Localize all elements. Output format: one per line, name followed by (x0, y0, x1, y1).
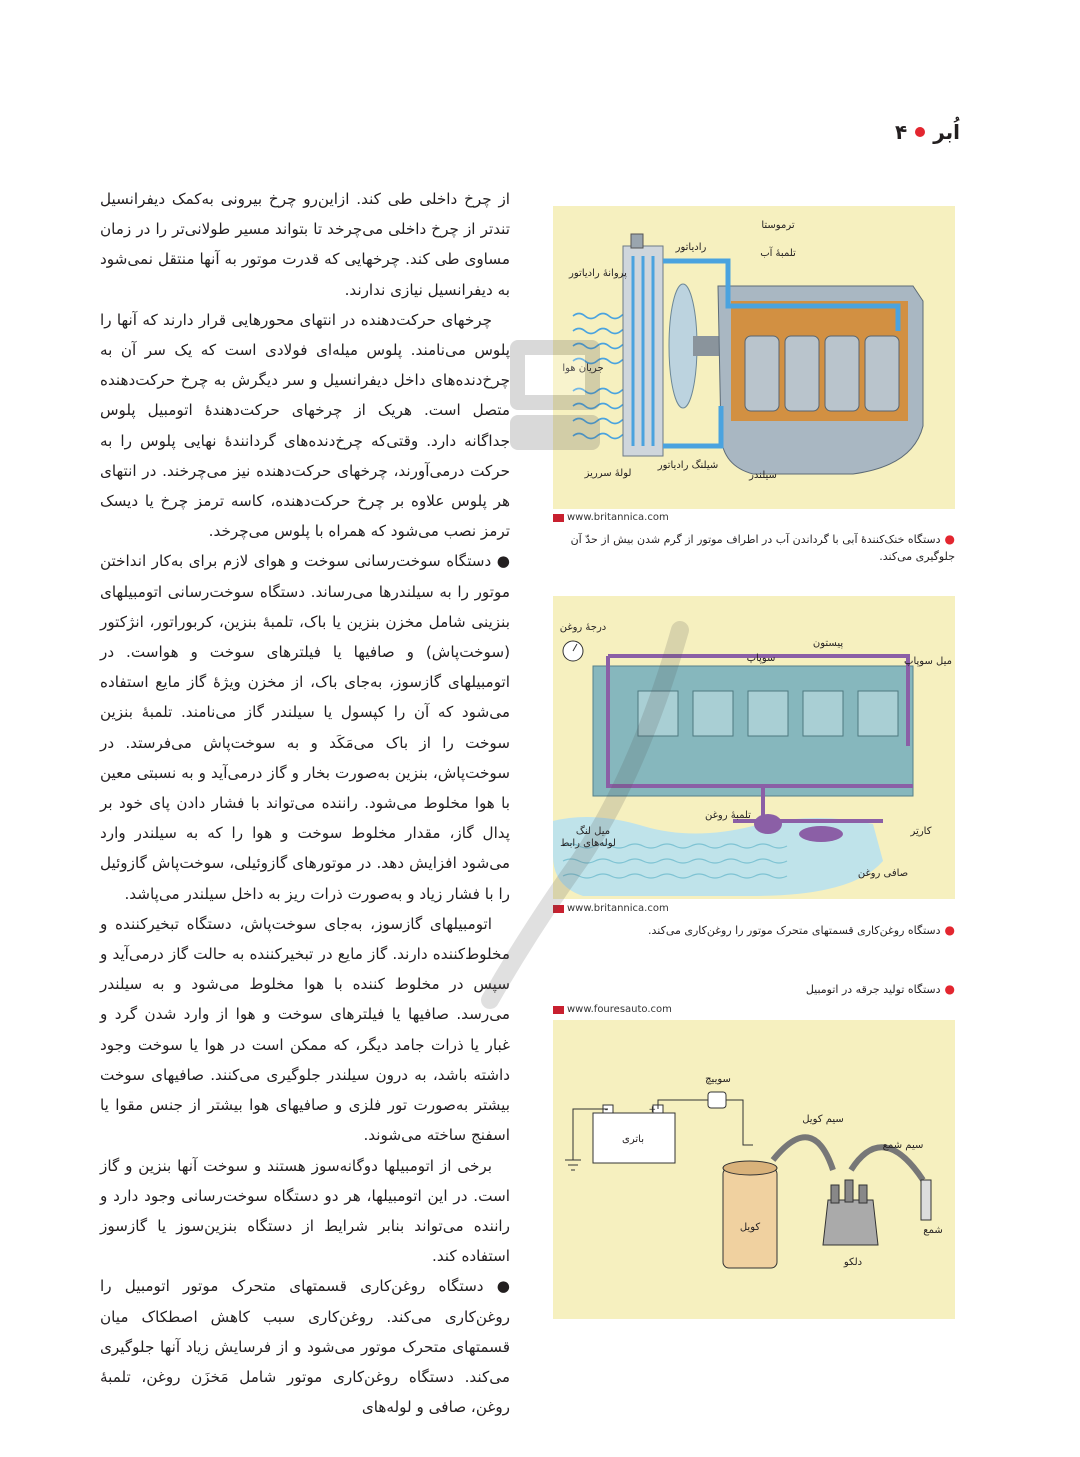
paragraph: ● دستگاه سوخت‌رسانی سوخت و هوای لازم برای به‌کار انداختن موتور را به سیلندرها می‌رساند. دستگاه سوخت‌رسانی اتومبیلهای بنزینی شامل مخزن بنزین یا باک، تلمبهٔ بنزین، کربوراتور، انژکتور (سوخت‌پاش) و صافیها یا فیلترهای سوخت و هواست. در اتومبیلهای گازسوز، به‌جای باک، از مخزن ویژهٔ گاز مایع استفاده می‌شود که آن را کپسول یا سیلندر گاز می‌نامند. تلمبهٔ بنزین سوخت را از باک می‌مَکَد و به سوخت‌پاش می‌فرستد. در سوخت‌پاش، بنزین به‌صورت بخار و گاز درمی‌آید و به نسبتی معین با هوا مخلوط می‌شود. راننده می‌تواند با فشار دادن پای خود بر پدال گاز، مقدار مخلوط سوخت و هوا را که به سیلندر وارد می‌شود افزایش دهد. در موتورهای گازوئیلی، سوخت‌پاش گازوئیل را با فشار زیاد و به‌صورت ذرات ریز به داخل سیلندر می‌پاشد. (100, 552, 510, 903)
connecting-pipes-label: لوله‌های رابط (560, 838, 616, 849)
camshaft-label: میل سوپاپ (904, 656, 952, 667)
page-title: اُبر (933, 120, 960, 144)
oil-pump-label: تلمبهٔ روغن (705, 810, 751, 821)
paragraph: اتومبیلهای گازسوز، به‌جای سوخت‌پاش، دستگاه تبخیرکننده و مخلوط‌کننده دارند. گاز مایع در تبخیرکننده به حالت گاز درمی‌آید و سپس در مخلوط کننده با هوا مخلوط می‌شود و به سیلندر می‌رسد. صافیها یا فیلترهای سوخت و هوا از وارد شدن گرد و غبار یا ذرات جامد دیگر، که ممکن است در هوا یا سوخت وجود داشته باشد، به درون سیلندر جلوگیری می‌کنند. صافیهای سوخت بیشتر به‌صورت تور فلزی و صافیهای هوا بیشتر از جنس مقوا یا اسفنج ساخته می‌شوند. (100, 914, 510, 1145)
source-logo-icon (553, 514, 564, 522)
switch-label: سوییچ (705, 1074, 731, 1085)
spark-plug-label: شمع (923, 1225, 943, 1236)
ignition-diagram (553, 1020, 955, 1319)
cylinder-label: سیلندر (749, 470, 777, 481)
coil-wire-label: سیم کویل (802, 1114, 844, 1125)
distributor-label: دلکو (843, 1257, 863, 1268)
header-dot-icon (915, 127, 925, 137)
pistons-icon (638, 691, 898, 736)
oil-filter-icon (799, 826, 843, 842)
page-header (895, 120, 960, 144)
ignition-caption: ●دستگاه تولید جرقه در اتومبیل (805, 982, 955, 996)
sump-label: کارتِر (910, 826, 932, 837)
water-pump-label: تلمبهٔ آب (760, 248, 796, 259)
lubrication-caption: ●دستگاه روغن‌کاری قسمتهای متحرک موتور را روغن‌کاری می‌کند. (648, 923, 955, 937)
paragraph: ● دستگاه روغن‌کاری قسمتهای متحرک موتور اتومبیل را روغن‌کاری می‌کند. روغن‌کاری سبب کاهش اصطکاک میان قسمتهای متحرک موتور می‌شود و از فرسایش زیاد آنها جلوگیری می‌کند. دستگاه روغن‌کاری موتور شامل مَخزَن روغن، تلمبهٔ روغن، صافی و لوله‌های (100, 1277, 510, 1417)
oil-gauge-label: درجهٔ روغن (559, 622, 607, 633)
battery-label: باتری (622, 1134, 644, 1145)
lubrication-source: www.britannica.com (553, 903, 669, 914)
cooling-caption: ●دستگاه خنک‌کنندهٔ آبی با گرداندن آب در اطراف موتور از گرم شدن بیش از حدّ آن جلوگیری می‌کند. (570, 532, 955, 563)
fan-label: پروانهٔ رادیاتور (569, 268, 627, 279)
cooling-diagram (553, 206, 955, 509)
caption-dot-icon: ● (944, 923, 955, 937)
switch-icon (708, 1092, 726, 1108)
svg-text:+: + (648, 1105, 656, 1115)
thermostat-label: ترموستا (761, 220, 795, 231)
valve-label: سوپاپ (746, 653, 776, 664)
page-number: ۴ (894, 120, 908, 144)
caption-dot-icon: ● (944, 532, 955, 546)
paragraph: از چرخ داخلی طی کند. ازاین‌رو چرخ بیرونی به‌کمک دیفرانسیل تندتر از چرخ داخلی می‌چرخد تا بتواند مسیر طولانی‌تر را در زمان مساوی طی کند. چرخهایی که قدرت موتور به آنها منتقل نمی‌شود به دیفرانسیل نیازی ندارند. (100, 190, 510, 299)
airflow-label: جریان هوا (562, 363, 604, 374)
ignition-source: www.fouresauto.com (553, 1004, 672, 1015)
distributor-icon (823, 1200, 878, 1245)
body-text (100, 184, 510, 1422)
overflow-pipe-label: لولهٔ سرریز (584, 468, 632, 479)
coil-icon (723, 1168, 777, 1268)
source-logo-icon (553, 905, 564, 913)
piston-label: پیستون (812, 638, 844, 649)
oil-filter-label: صافی روغن (857, 868, 909, 879)
hose-label: شیلنگ رادیاتور (657, 460, 719, 471)
svg-text:-: - (604, 1105, 608, 1115)
radiator-label: رادیاتور (675, 242, 707, 253)
crankshaft-label: میل لنگ (575, 826, 611, 837)
coil-label: کویل (739, 1222, 761, 1233)
lubrication-figure (553, 596, 955, 899)
cooling-source: www.britannica.com (553, 512, 669, 523)
source-logo-icon (553, 1006, 564, 1014)
fan-icon (669, 284, 697, 408)
cooling-figure (553, 206, 955, 509)
plug-wire-label: سیم شمع (882, 1140, 924, 1151)
oil-pump-icon (754, 814, 782, 834)
paragraph: چرخهای حرکت‌دهنده در انتهای محورهایی قرار دارند که آنها را پلوس می‌نامند. پلوس میله‌ای فولادی است که یک سر آن به چرخ‌دنده‌های داخل دیفرانسیل و سر دیگرش به چرخ حرکت‌دهنده متصل است. هریک از چرخهای حرکت‌دهندهٔ اتومبیل پلوس جداگانه دارد. وقتی‌که چرخ‌دنده‌های گردانندهٔ نهایی پلوس را به حرکت درمی‌آورند، چرخهای حرکت‌دهنده نیز می‌چرخند. در انتهای هر پلوس علاوه بر چرخ حرکت‌دهنده، کاسه ترمز چرخ یا دیسک ترمز نصب می‌شود که همراه با پلوس می‌چرخد. (100, 310, 510, 541)
lubrication-diagram (553, 596, 955, 899)
caption-dot-icon: ● (944, 982, 955, 996)
ignition-figure (553, 1020, 955, 1319)
spark-plug-icon (921, 1180, 931, 1220)
paragraph: برخی از اتومبیلها دوگانه‌سوز هستند و سوخت آنها بنزین و گاز است. در این اتومبیلها، هر دو دستگاه سوخت‌رسانی وجود دارد و راننده می‌تواند بنابر شرایط از دستگاه بنزین‌سوز یا گازسوز استفاده کند. (100, 1156, 510, 1266)
